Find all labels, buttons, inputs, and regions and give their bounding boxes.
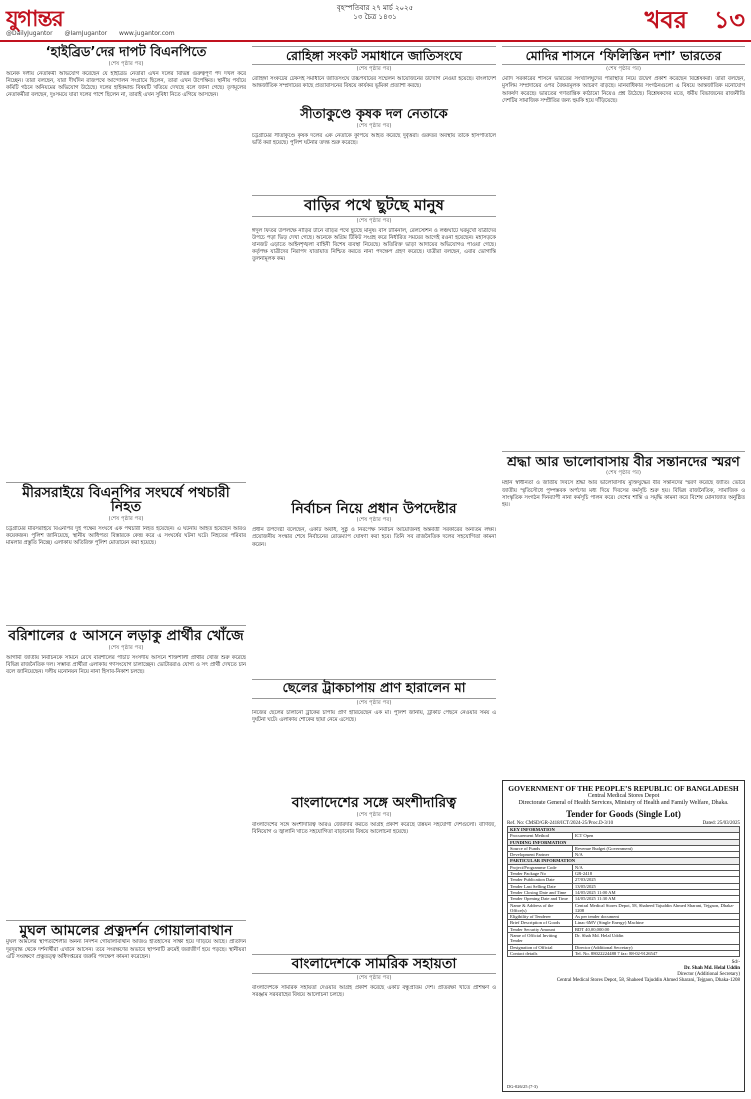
tender-row-value: GR-2418 [572, 871, 739, 877]
tender-row-value: Revenue Budget (Government) [572, 845, 739, 851]
newspaper-logo: যুগান্তর [6, 7, 63, 32]
continued-label: (শেষ পৃষ্ঠার পর) [356, 517, 392, 524]
tender-notice [502, 780, 745, 1092]
tender-row-value: N/A [572, 852, 739, 858]
headline-mughal[interactable]: মুঘল আমলের প্রত্নদর্শন গোয়ালাবাথান [19, 922, 233, 939]
divider [6, 920, 246, 921]
column-middle [252, 44, 496, 1057]
tender-row-key: Designation of Official [508, 944, 573, 950]
article-body-sitakunda: চট্টগ্রামের সীতাকুণ্ডে কৃষক দলের এক নেতাকে কুপিয়ে আহত করেছে দুর্বৃত্তরা। গুরুতর অবস্থায় তাকে হাসপাতালে ভর্তি করা হয়েছে। পুলিশ ঘটনার তদন্ত শুরু করেছে। [252, 132, 496, 146]
tender-row-value: Linac 6MV (Single Energy) Machine [572, 920, 739, 926]
tender-footer: DG-026/25 (7-3) [507, 1084, 538, 1089]
tender-date: Dated: 25/03/2025 [702, 821, 740, 826]
tender-row [508, 950, 740, 956]
dateline [300, 4, 450, 22]
tender-row-key: Name of Official Inviting Tender [508, 933, 573, 945]
tender-row-value: Director (Additional Secretary) [572, 944, 739, 950]
tender-row-key: Tender Closing Date and Time [508, 889, 573, 895]
sign-designation: Director (Additional Secretary) [677, 972, 740, 978]
column-right [502, 44, 745, 770]
tender-row-value: 14/05/2025 11:00 AM [572, 889, 739, 895]
tender-row-key: Project/Programme Code [508, 864, 573, 870]
headline-sitakunda[interactable]: সীতাকুণ্ডে কৃষক দল নেতাকে [300, 107, 448, 123]
tender-row-value: As per tender document [572, 914, 739, 920]
tender-signature [507, 960, 740, 984]
continued-label: (শেষ পৃষ্ঠার পর) [108, 516, 144, 523]
tender-row-key: Source of Funds [508, 845, 573, 851]
divider [6, 625, 246, 626]
tender-row-key: Brief Description of Goods [508, 920, 573, 926]
headline-hybrid[interactable]: ‘হাইব্রিড’দের দাপট বিএনপিতে [45, 45, 207, 60]
tender-row-value: 27/03/2025 [572, 877, 739, 883]
article-body-barishal: আগামী জাতীয় নির্বাচনকে সামনে রেখে বরিশালের পাঁচটি সংসদীয় আসনে শক্তিশালী প্রার্থীর খোঁজ শুরু করেছে বিভিন্ন রাজনৈতিক দল। সম্ভাব্য প্রার্থীরা এলাকায় গণসংযোগ চালাচ্ছেন। ভোটাররাও যোগ্য ও সৎ প্রার্থী দেখতে চান বলে জানিয়েছেন। দলীয় মনোনয়ন নিয়ে নানা হিসাব-নিকাশ চলছে। [6, 654, 246, 676]
continued-label: (শেষ পৃষ্ঠার পর) [356, 975, 392, 982]
tender-org: GOVERNMENT OF THE PEOPLE’S REPUBLIC OF BANGLADESH [508, 784, 739, 793]
tender-row-value: N/A [572, 864, 739, 870]
continued-label: (শেষ পৃষ্ঠার পর) [356, 66, 392, 73]
tender-row-value: Dr. Shah Md. Helal Uddin [572, 933, 739, 945]
sign-sd: Sd/- [731, 960, 740, 966]
tender-row-key: Eligibility of Tenderer [508, 914, 573, 920]
article-body-rohingya: রোহিঙ্গা সংকটের টেকসই সমাধানে জাতিসংঘে উচ্চপর্যায়ের সম্মেলন আয়োজনের উদ্যোগ নেওয়া হয়েছে। বাংলাদেশ আন্তর্জাতিক সম্প্রদায়ের কাছে প্রত্যাবাসনের বিষয়ে কার্যকর ভূমিকা প্রত্যাশা করছে। [252, 76, 496, 90]
divider [502, 451, 745, 452]
continued-label: (শেষ পৃষ্ঠার পর) [356, 699, 392, 706]
section-name: খবর [644, 6, 687, 34]
article-body-military-aid: বাংলাদেশকে সামরিক সহায়তা দেওয়ার আগ্রহ প্রকাশ করেছে একটি বন্ধুপ্রতিম দেশ। প্রতিরক্ষা খাতে প্রশিক্ষণ ও সরঞ্জাম সরবরাহের বিষয়ে আলোচনা চলছে। [252, 985, 496, 999]
article-body-hybrid: অনেক দলীয় নেতাকর্মী অভিযোগ করেছেন যে হাইব্রিড নেতারা এখন দলের বিভিন্ন গুরুত্বপূর্ণ পদ দখল করে নিচ্ছেন। তারা বলছেন, যারা দীর্ঘদিন রাজপথে আন্দোলন সংগ্রামে ছিলেন, তারা এখন উপেক্ষিত। স্থানীয় পর্যায়ে কমিটি গঠনে অনিয়মের অভিযোগ উঠেছে। দলের হাইকমান্ড বিষয়টি খতিয়ে দেখছে বলে জানা গেছে। তৃণমূলের নেতাকর্মীরা বলছেন, দুঃসময়ে যারা দলের পাশে ছিলেন না, তারাই এখন সুবিধা নিতে এগিয়ে আসছেন। [6, 70, 246, 99]
tender-row-key: Tender Security Amount [508, 926, 573, 932]
social-links [6, 30, 185, 37]
tender-row-key: Tender Package No [508, 871, 573, 877]
masthead [0, 0, 751, 40]
facebook-handle[interactable]: @DailyJugantor [6, 30, 53, 37]
tender-row-key: Contact details [508, 950, 573, 956]
headline-barishal[interactable]: বরিশালের ৫ আসনে লড়াকু প্রার্থীর খোঁজে [8, 628, 244, 645]
article-body-homebound: ঈদুল ফিতর উপলক্ষে নাড়ির টানে বাড়ির পথে ছুটছে মানুষ। বাস টার্মিনাল, রেলস্টেশন ও লঞ্চঘাটে ঘরমুখো যাত্রীদের উপচে পড়া ভিড় দেখা গেছে। অনেকে অগ্রিম টিকিট সংগ্রহ করে নির্ধারিত সময়ের আগেই রওনা হয়েছেন। মহাসড়কে যানজট এড়াতে আইনশৃঙ্খলা বাহিনী বিশেষ ব্যবস্থা নিয়েছে। অতিরিক্ত ভাড়া আদায়ের অভিযোগও পাওয়া গেছে। কর্তৃপক্ষ যাত্রীদের নিরাপদ যাতায়াত নিশ্চিত করতে নানা পদক্ষেপ গ্রহণ করেছে। যাত্রীরা বলছেন, এবার ভোগান্তি তুলনামূলক কম। [252, 227, 496, 263]
tender-row-key: Tender Opening Date and Time [508, 896, 573, 902]
continued-label: (শেষ পৃষ্ঠার পর) [356, 217, 392, 224]
headline-election[interactable]: নির্বাচন নিয়ে প্রধান উপদেষ্টার [291, 500, 457, 517]
tender-row-key: Name & Address of the Office(s) [508, 902, 573, 914]
headline-truck[interactable]: ছেলের ট্রাকচাপায় প্রাণ হারালেন মা [252, 679, 496, 699]
headline-modi[interactable]: মোদির শাসনে ‘ফিলিস্তিন দশা’ ভারতের [502, 46, 745, 65]
tender-row-key: Tender Last Selling Date [508, 883, 573, 889]
article-body-election: প্রধান উপদেষ্টা বলেছেন, একটি অবাধ, সুষ্ঠু ও নিরপেক্ষ নির্বাচন আয়োজনই অন্তর্বর্তী সরকারের অন্যতম লক্ষ্য। প্রয়োজনীয় সংস্কার শেষে নির্বাচনের রোডম্যাপ ঘোষণা করা হবে। তিনি সব রাজনৈতিক দলের সহযোগিতা কামনা করেন। [252, 527, 496, 548]
tender-row-value: Tel. No. 88022224488 7 fax: 88-02-9126547 [572, 950, 739, 956]
twitter-handle[interactable]: @IamJugantor [64, 30, 108, 37]
tender-sub1: Central Medical Stores Depot [587, 793, 660, 799]
continued-label: (শেষ পৃষ্ঠার পর) [356, 811, 392, 818]
page-number: ১৩ [713, 6, 745, 34]
headline-mirsarai[interactable]: মীরসরাইয়ে বিএনপির সংঘর্ষে পথচারী নিহত [22, 484, 230, 516]
tender-row-key: FUNDING INFORMATION [508, 839, 740, 845]
tender-row-key: KEY INFORMATION [508, 827, 740, 833]
tender-title: Tender for Goods (Single Lot) [566, 809, 681, 819]
article-body-partnership: বাংলাদেশের সঙ্গে অংশীদারিত্ব আরও জোরদার করতে আগ্রহ প্রকাশ করেছে উন্নয়ন সহযোগী দেশগুলো। বাণিজ্য, বিনিয়োগ ও জ্বালানি খাতে সহযোগিতা বাড়ানোর বিষয়ে আলোচনা হয়েছে। [252, 821, 496, 835]
headline-homebound[interactable]: বাড়ির পথে ছুটছে মানুষ [252, 195, 496, 217]
article-body-mughal: মুঘল আমলের স্থাপত্যশৈলীর অনন্য নিদর্শন গোয়ালাবাথান আজও ইতিহাসের সাক্ষী হয়ে দাঁড়িয়ে আছে। প্রতিদিন দূরদূরান্ত থেকে দর্শনার্থীরা এখানে আসেন। তবে সংরক্ষণের অভাবে স্থাপনাটি ক্রমেই জরাজীর্ণ হয়ে পড়ছে। স্থানীয়রা এটি সংরক্ষণে প্রত্নতত্ত্ব অধিদপ্তরের জরুরি পদক্ষেপ কামনা করেছেন। [6, 939, 246, 960]
article-body-truck: নিজের ছেলের চালানো ট্রাকের চাপায় প্রাণ হারিয়েছেন এক মা। পুলিশ জানায়, ট্রাকটি পেছনে নেওয়ার সময় এ দুর্ঘটনা ঘটে। এলাকায় শোকের ছায়া নেমে এসেছে। [252, 709, 496, 724]
tender-row [508, 933, 740, 945]
article-body-mirsarai: চট্টগ্রামের মীরসরাইয়ে বিএনপির দুই পক্ষের সংঘর্ষে এক পথচারী নিহত হয়েছেন। এ ঘটনায় আহত হয়েছেন আরও কয়েকজন। পুলিশ জানিয়েছে, স্থানীয় আধিপত্য বিস্তারকে কেন্দ্র করে এ সংঘর্ষের ঘটনা ঘটে। নিহতের পরিবার মামলার প্রস্তুতি নিচ্ছে। এলাকায় অতিরিক্ত পুলিশ মোতায়েন করা হয়েছে। [6, 526, 246, 547]
tender-row-key: Procurement Method [508, 833, 573, 839]
tender-row-value: 14/05/2025 11:30 AM [572, 896, 739, 902]
tender-row-value: ICT Open [572, 833, 739, 839]
column-left [6, 44, 246, 1099]
sign-name: Dr. Shah Md. Helal Uddin [684, 966, 740, 972]
continued-label: (শেষ পৃষ্ঠার পর) [108, 60, 144, 67]
masthead-rule [0, 40, 751, 42]
tender-ref: Ref. No: CMSD/GR-2418/ICT/2024-25/Proc.D-3/10 [507, 821, 614, 826]
headline-military-aid[interactable]: বাংলাদেশকে সামরিক সহায়তা [252, 954, 496, 975]
tender-row-value: BDT 40,00,000.00 [572, 926, 739, 932]
tender-sub2: Directorate General of Health Services, Ministry of Health and Family Welfare, Dhaka. [518, 800, 729, 806]
website-link[interactable]: www.jugantor.com [119, 30, 175, 37]
tender-row-key: Development Partner [508, 852, 573, 858]
date-bangla: ১৩ চৈত্র ১৪৩১ [353, 13, 397, 21]
article-body-modi: মোদি সরকারের শাসনে ভারতের সংখ্যালঘুদের পরিস্থিতি নিয়ে উদ্বেগ প্রকাশ করেছেন বিশ্লেষকরা। তারা বলছেন, মুসলিম সম্প্রদায়ের ওপর বৈষম্যমূলক আচরণ বাড়ছে। মানবাধিকার সংগঠনগুলো এ বিষয়ে আন্তর্জাতিক মনোযোগ আকর্ষণ করেছে। ভারতের গণতান্ত্রিক কাঠামো নিয়েও প্রশ্ন উঠেছে। বিশ্লেষকদের মতে, ধর্মীয় বিভাজনের রাজনীতি দেশটির সামাজিক সম্প্রীতির জন্য হুমকি হয়ে দাঁড়িয়েছে। [502, 76, 745, 104]
tender-row-value: Central Medical Stores Depot, 58, Shaheed Tajuddin Ahmed Sharani, Tejgaon, Dhaka-1208 [572, 902, 739, 914]
article-body-tribute: মহান স্বাধীনতা ও জাতীয় দিবসে শ্রদ্ধা আর ভালোবাসায় মুক্তিযুদ্ধের বীর সন্তানদের স্মরণ করেছে জাতি। ভোরে জাতীয় স্মৃতিসৌধে পুষ্পস্তবক অর্পণের মধ্য দিয়ে দিবসের কর্মসূচি শুরু হয়। বিভিন্ন রাজনৈতিক, সামাজিক ও সাংস্কৃতিক সংগঠন দিনব্যাপী নানা কর্মসূচি পালন করে। দেশের শান্তি ও সমৃদ্ধি কামনা করে বিশেষ মোনাজাত অনুষ্ঠিত হয়। [502, 480, 745, 508]
continued-label: (শেষ পৃষ্ঠার পর) [605, 470, 641, 477]
divider [6, 482, 246, 483]
sign-address: Central Medical Stores Depot, 58, Shaheed Tajuddin Ahmed Sharani, Tejgaon, Dhaka-1208 [556, 978, 740, 984]
tender-row-value: 13/05/2025 [572, 883, 739, 889]
tender-row-key: PARTICULAR INFORMATION [508, 858, 740, 864]
tender-table [507, 826, 740, 957]
tender-row-key: Tender Publication Date [508, 877, 573, 883]
continued-label: (শেষ পৃষ্ঠার পর) [605, 66, 641, 73]
date-english: বৃহস্পতিবার ২৭ মার্চ ২০২৫ [336, 4, 414, 12]
tender-row [508, 902, 740, 914]
continued-label: (শেষ পৃষ্ঠার পর) [108, 644, 144, 651]
headline-tribute[interactable]: শ্রদ্ধা আর ভালোবাসায় বীর সন্তানদের স্মরণ [507, 454, 740, 471]
headline-rohingya[interactable]: রোহিঙ্গা সংকট সমাধানে জাতিসংঘে [252, 46, 496, 65]
continued-label: (শেষ পৃষ্ঠার পর) [356, 122, 392, 129]
headline-partnership[interactable]: বাংলাদেশের সঙ্গে অংশীদারিত্ব [291, 794, 457, 811]
